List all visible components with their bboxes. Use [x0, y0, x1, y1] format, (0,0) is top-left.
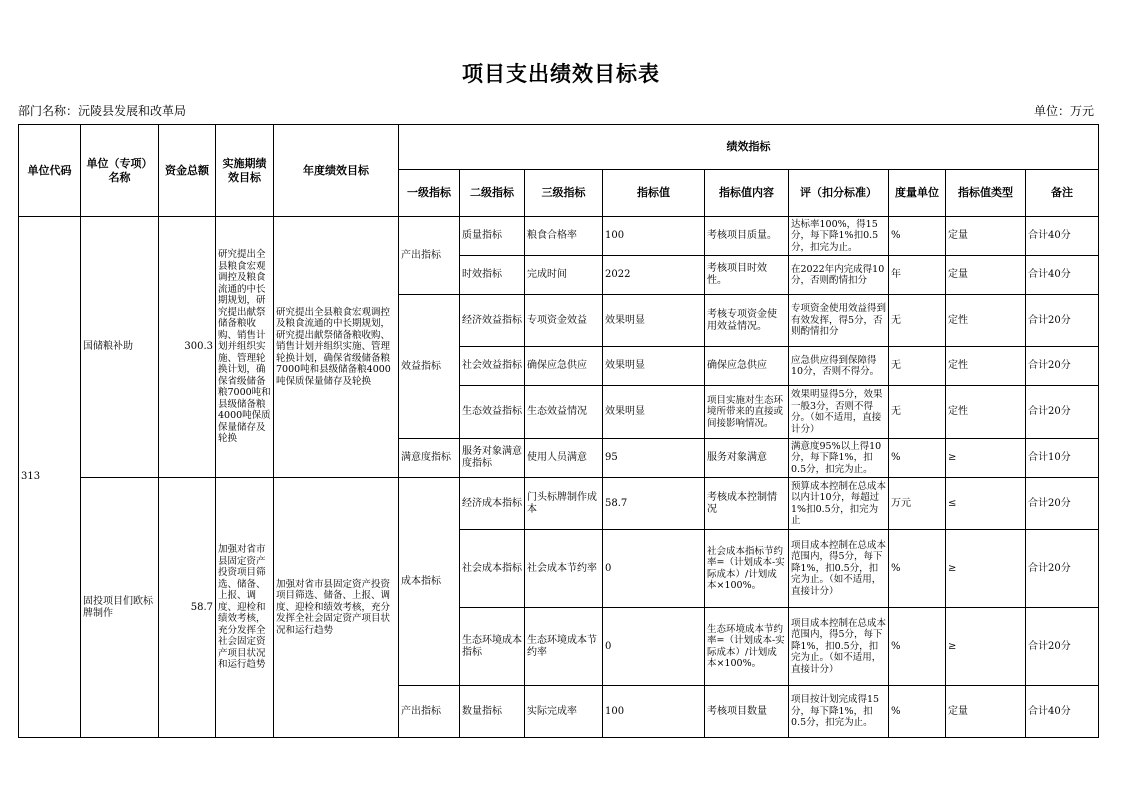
scoring-cell: 效果明显得5分，效果一般3分，否则不得分。（如不适用，直接计分）: [789, 386, 889, 439]
content-cell: 考核专项资金使用效益情况。: [705, 295, 789, 347]
content-cell: 社会成本指标节约率=（计划成本-实际成本）/计划成本×100%。: [705, 530, 789, 608]
header-unit-name: 单位（专项）名称: [81, 125, 159, 217]
unit-cell: %: [889, 608, 946, 686]
header-remark: 备注: [1026, 170, 1099, 217]
period-goal-cell: 加强对省市县固定资产投资项目筛选、储备、上报、调度、迎检和绩效考核，充分发挥全社会固定资产项目状况和运行趋势: [216, 478, 274, 738]
header-measure-unit: 度量单位: [889, 170, 946, 217]
unit-cell: 无: [889, 347, 946, 386]
currency-unit: 单位：万元: [1033, 104, 1094, 118]
type-cell: 定量: [946, 686, 1026, 738]
unit-cell: 年: [889, 256, 946, 295]
level3-cell: 生态效益情况: [525, 386, 603, 439]
value-cell: 58.7: [603, 478, 705, 530]
level3-cell: 使用人员满意: [525, 439, 603, 478]
value-cell: 0: [603, 608, 705, 686]
level2-cell: 质量指标: [460, 217, 525, 256]
level3-cell: 门头标牌制作成本: [525, 478, 603, 530]
level1-cell: 效益指标: [399, 295, 460, 439]
header-unit-code: 单位代码: [19, 125, 81, 217]
scoring-cell: 项目按计划完成得15分，每下降1%，扣0.5分，扣完为止。: [789, 686, 889, 738]
scoring-cell: 项目成本控制在总成本范围内，得5分，每下降1%，扣0.5分，扣完为止。（如不适用，直接计分）: [789, 530, 889, 608]
level2-cell: 经济成本指标: [460, 478, 525, 530]
value-cell: 2022: [603, 256, 705, 295]
value-cell: 100: [603, 217, 705, 256]
type-cell: ≥: [946, 439, 1026, 478]
type-cell: 定量: [946, 256, 1026, 295]
project-amount-cell: 58.7: [159, 478, 216, 738]
level1-cell: 产出指标: [399, 217, 460, 295]
unit-cell: 无: [889, 295, 946, 347]
unit-cell: 无: [889, 386, 946, 439]
performance-table: [18, 124, 1099, 738]
table-row: [19, 217, 1099, 256]
level3-cell: 确保应急供应: [525, 347, 603, 386]
value-cell: 0: [603, 530, 705, 608]
scoring-cell: 预算成本控制在总成本以内计10分，每超过1%扣0.5分，扣完为止: [789, 478, 889, 530]
annual-goal-cell: 加强对省市县固定资产投资项目筛选、储备、上报、调度、迎检和绩效考核，充分发挥全社会固定资产项目状况和运行趋势: [274, 478, 399, 738]
remark-cell: 合计20分: [1026, 608, 1099, 686]
scoring-cell: 在2022年内完成得10分，否则酌情扣分: [789, 256, 889, 295]
project-amount-cell: 300.3: [159, 217, 216, 478]
type-cell: ≤: [946, 478, 1026, 530]
department-name: 部门名称：沅陵县发展和改革局: [18, 104, 187, 118]
header-level2: 二级指标: [460, 170, 525, 217]
content-cell: 服务对象满意: [705, 439, 789, 478]
header-value-type: 指标值类型: [946, 170, 1026, 217]
header-value-content: 指标值内容: [705, 170, 789, 217]
header-period-goal: 实施期绩效目标: [216, 125, 274, 217]
page-title: 项目支出绩效目标表: [462, 62, 660, 86]
remark-cell: 合计20分: [1026, 295, 1099, 347]
header-level1: 一级指标: [399, 170, 460, 217]
header-level3: 三级指标: [525, 170, 603, 217]
remark-cell: 合计20分: [1026, 386, 1099, 439]
header-total-funds: 资金总额: [159, 125, 216, 217]
remark-cell: 合计20分: [1026, 347, 1099, 386]
remark-cell: 合计10分: [1026, 439, 1099, 478]
table-row: [19, 478, 1099, 530]
unit-cell: 万元: [889, 478, 946, 530]
value-cell: 95: [603, 439, 705, 478]
level2-cell: 生态环境成本指标: [460, 608, 525, 686]
scoring-cell: 项目成本控制在总成本范围内，得5分，每下降1%，扣0.5分，扣完为止。（如不适用，直接计分）: [789, 608, 889, 686]
header-value: 指标值: [603, 170, 705, 217]
level1-cell: 产出指标: [399, 686, 460, 738]
remark-cell: 合计40分: [1026, 686, 1099, 738]
header-annual-goal: 年度绩效目标: [274, 125, 399, 217]
annual-goal-cell: 研究提出全县粮食宏观调控及粮食流通的中长期规划，研究提出献祭储备粮收购、销售计划并组织实施、管理轮换计划，确保省级储备粮7000吨和县级储备粮4000吨保质保量储存及轮换: [274, 217, 399, 478]
project-name-cell: 固投项目们欧标牌制作: [81, 478, 159, 738]
value-cell: 效果明显: [603, 347, 705, 386]
scoring-cell: 专项资金使用效益得到有效发挥，得5分，否则酌情扣分: [789, 295, 889, 347]
content-cell: 考核项目质量。: [705, 217, 789, 256]
content-cell: 项目实施对生态环境所带来的直接或间接影响情况。: [705, 386, 789, 439]
level2-cell: 社会成本指标: [460, 530, 525, 608]
level3-cell: 专项资金效益: [525, 295, 603, 347]
scoring-cell: 应急供应得到保障得10分，否则不得分。: [789, 347, 889, 386]
header-performance: 绩效指标: [399, 125, 1099, 170]
content-cell: 考核项目数量: [705, 686, 789, 738]
type-cell: ≥: [946, 530, 1026, 608]
unit-cell: %: [889, 439, 946, 478]
unit-code-cell: 313: [19, 217, 81, 738]
content-cell: 考核成本控制情况: [705, 478, 789, 530]
value-cell: 100: [603, 686, 705, 738]
level1-cell: 满意度指标: [399, 439, 460, 478]
remark-cell: 合计20分: [1026, 530, 1099, 608]
level3-cell: 社会成本节约率: [525, 530, 603, 608]
unit-cell: %: [889, 530, 946, 608]
unit-cell: %: [889, 217, 946, 256]
type-cell: ≥: [946, 608, 1026, 686]
content-cell: 生态环境成本节约率=（计划成本-实际成本）/计划成本×100%。: [705, 608, 789, 686]
period-goal-cell: 研究提出全县粮食宏观调控及粮食流通的中长期规划，研究提出献祭储备粮收购、销售计划并组织实施、管理轮换计划，确保省级储备粮7000吨和县级储备粮4000吨保质保量储存及轮换: [216, 217, 274, 478]
level1-cell: 成本指标: [399, 478, 460, 686]
type-cell: 定性: [946, 386, 1026, 439]
unit-cell: %: [889, 686, 946, 738]
level2-cell: 社会效益指标: [460, 347, 525, 386]
level2-cell: 时效指标: [460, 256, 525, 295]
level3-cell: 完成时间: [525, 256, 603, 295]
content-cell: 考核项目时效性。: [705, 256, 789, 295]
scoring-cell: 达标率100%，得15分，每下降1%扣0.5分，扣完为止。: [789, 217, 889, 256]
value-cell: 效果明显: [603, 386, 705, 439]
remark-cell: 合计40分: [1026, 217, 1099, 256]
level2-cell: 数量指标: [460, 686, 525, 738]
type-cell: 定性: [946, 347, 1026, 386]
scoring-cell: 满意度95%以上得10分，每下降1%，扣0.5分，扣完为止。: [789, 439, 889, 478]
level3-cell: 实际完成率: [525, 686, 603, 738]
level2-cell: 经济效益指标: [460, 295, 525, 347]
project-name-cell: 国储粮补助: [81, 217, 159, 478]
level2-cell: 生态效益指标: [460, 386, 525, 439]
level3-cell: 生态环境成本节约率: [525, 608, 603, 686]
remark-cell: 合计20分: [1026, 478, 1099, 530]
level3-cell: 粮食合格率: [525, 217, 603, 256]
type-cell: 定量: [946, 217, 1026, 256]
header-scoring: 评（扣分标准）: [789, 170, 889, 217]
remark-cell: 合计40分: [1026, 256, 1099, 295]
level2-cell: 服务对象满意度指标: [460, 439, 525, 478]
content-cell: 确保应急供应: [705, 347, 789, 386]
value-cell: 效果明显: [603, 295, 705, 347]
type-cell: 定性: [946, 295, 1026, 347]
